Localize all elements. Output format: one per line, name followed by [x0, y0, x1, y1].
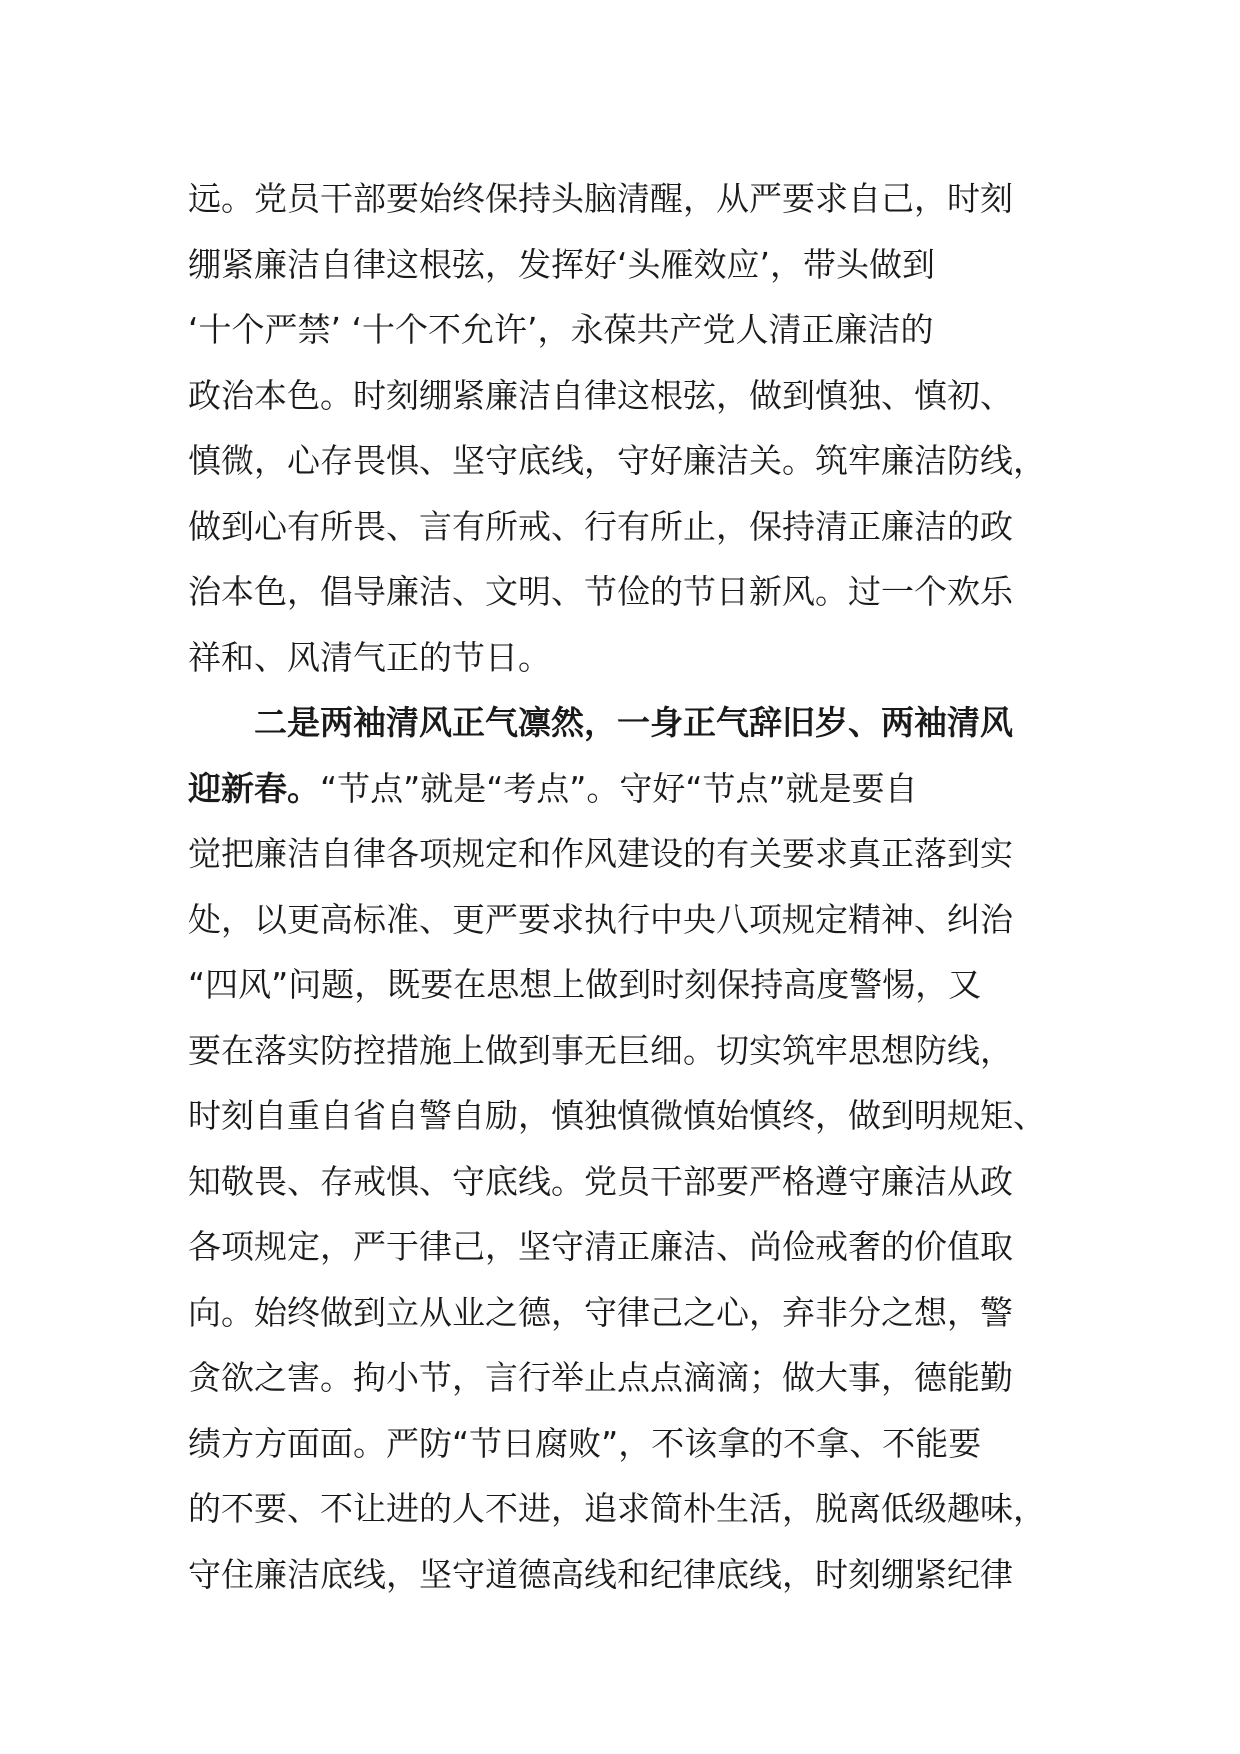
text-line: “四风”问题，既要在思想上做到时刻保持高度警惕，又	[188, 965, 982, 1004]
text-line: ‘十个严禁’ ‘十个不允许’，永葆共产党人清正廉洁的	[188, 310, 934, 349]
section-text-start: “节点”就是“考点”。守好“节点”就是要自	[320, 768, 918, 808]
text-line: 各项规定，严于律己，坚守清正廉洁、尚俭戒奢的价值取	[188, 1227, 1013, 1266]
text-line: 向。始终做到立从业之德，守律己之心，弃非分之想，警	[188, 1292, 1013, 1332]
text-line: 要在落实防控措施上做到事无巨细。切实筑牢思想防线，	[188, 1030, 1013, 1070]
text-line: 做到心有所畏、言有所戒、行有所止，保持清正廉洁的政	[188, 506, 1013, 546]
text-line: 知敬畏、存戒惧、守底线。党员干部要严格遵守廉洁从政	[188, 1161, 1013, 1201]
text-line: 守住廉洁底线，坚守道德高线和纪律底线，时刻绷紧纪律	[188, 1554, 1013, 1594]
text-line: 政治本色。时刻绷紧廉洁自律这根弦，做到慎独、慎初、	[188, 375, 1013, 415]
body-text	[188, 166, 1068, 1607]
section-heading-end: 迎新春。	[188, 768, 320, 808]
text-line: 时刻自重自省自警自励，慎独慎微慎始慎终，做到明规矩、	[188, 1096, 1046, 1135]
text-line: 远。党员干部要始终保持头脑清醒，从严要求自己，时刻	[188, 179, 1013, 218]
text-line: 治本色，倡导廉洁、文明、节俭的节日新风。过一个欢乐	[188, 572, 1013, 611]
text-line: 绷紧廉洁自律这根弦，发挥好‘头雁效应’，带头做到	[188, 244, 935, 284]
text-line: 处，以更高标准、更严要求执行中央八项规定精神、纠治	[188, 899, 1013, 939]
text-line: 觉把廉洁自律各项规定和作风建设的有关要求真正落到实	[188, 834, 1013, 873]
text-line: 慎微，心存畏惧、坚守底线，守好廉洁关。筑牢廉洁防线，	[188, 441, 1046, 480]
section-heading: 二是两袖清风正气凛然，一身正气辞旧岁、两袖清风	[254, 703, 1013, 742]
text-line: 绩方方面面。严防“节日腐败”，不该拿的不拿、不能要	[188, 1423, 982, 1463]
text-line: 的不要、不让进的人不进，追求简朴生活，脱离低级趣味，	[188, 1489, 1046, 1528]
text-line: 贪欲之害。拘小节，言行举止点点滴滴；做大事，德能勤	[188, 1358, 1013, 1397]
text-line: 祥和、风清气正的节日。	[188, 637, 551, 677]
section-heading-continuation	[188, 756, 1068, 822]
